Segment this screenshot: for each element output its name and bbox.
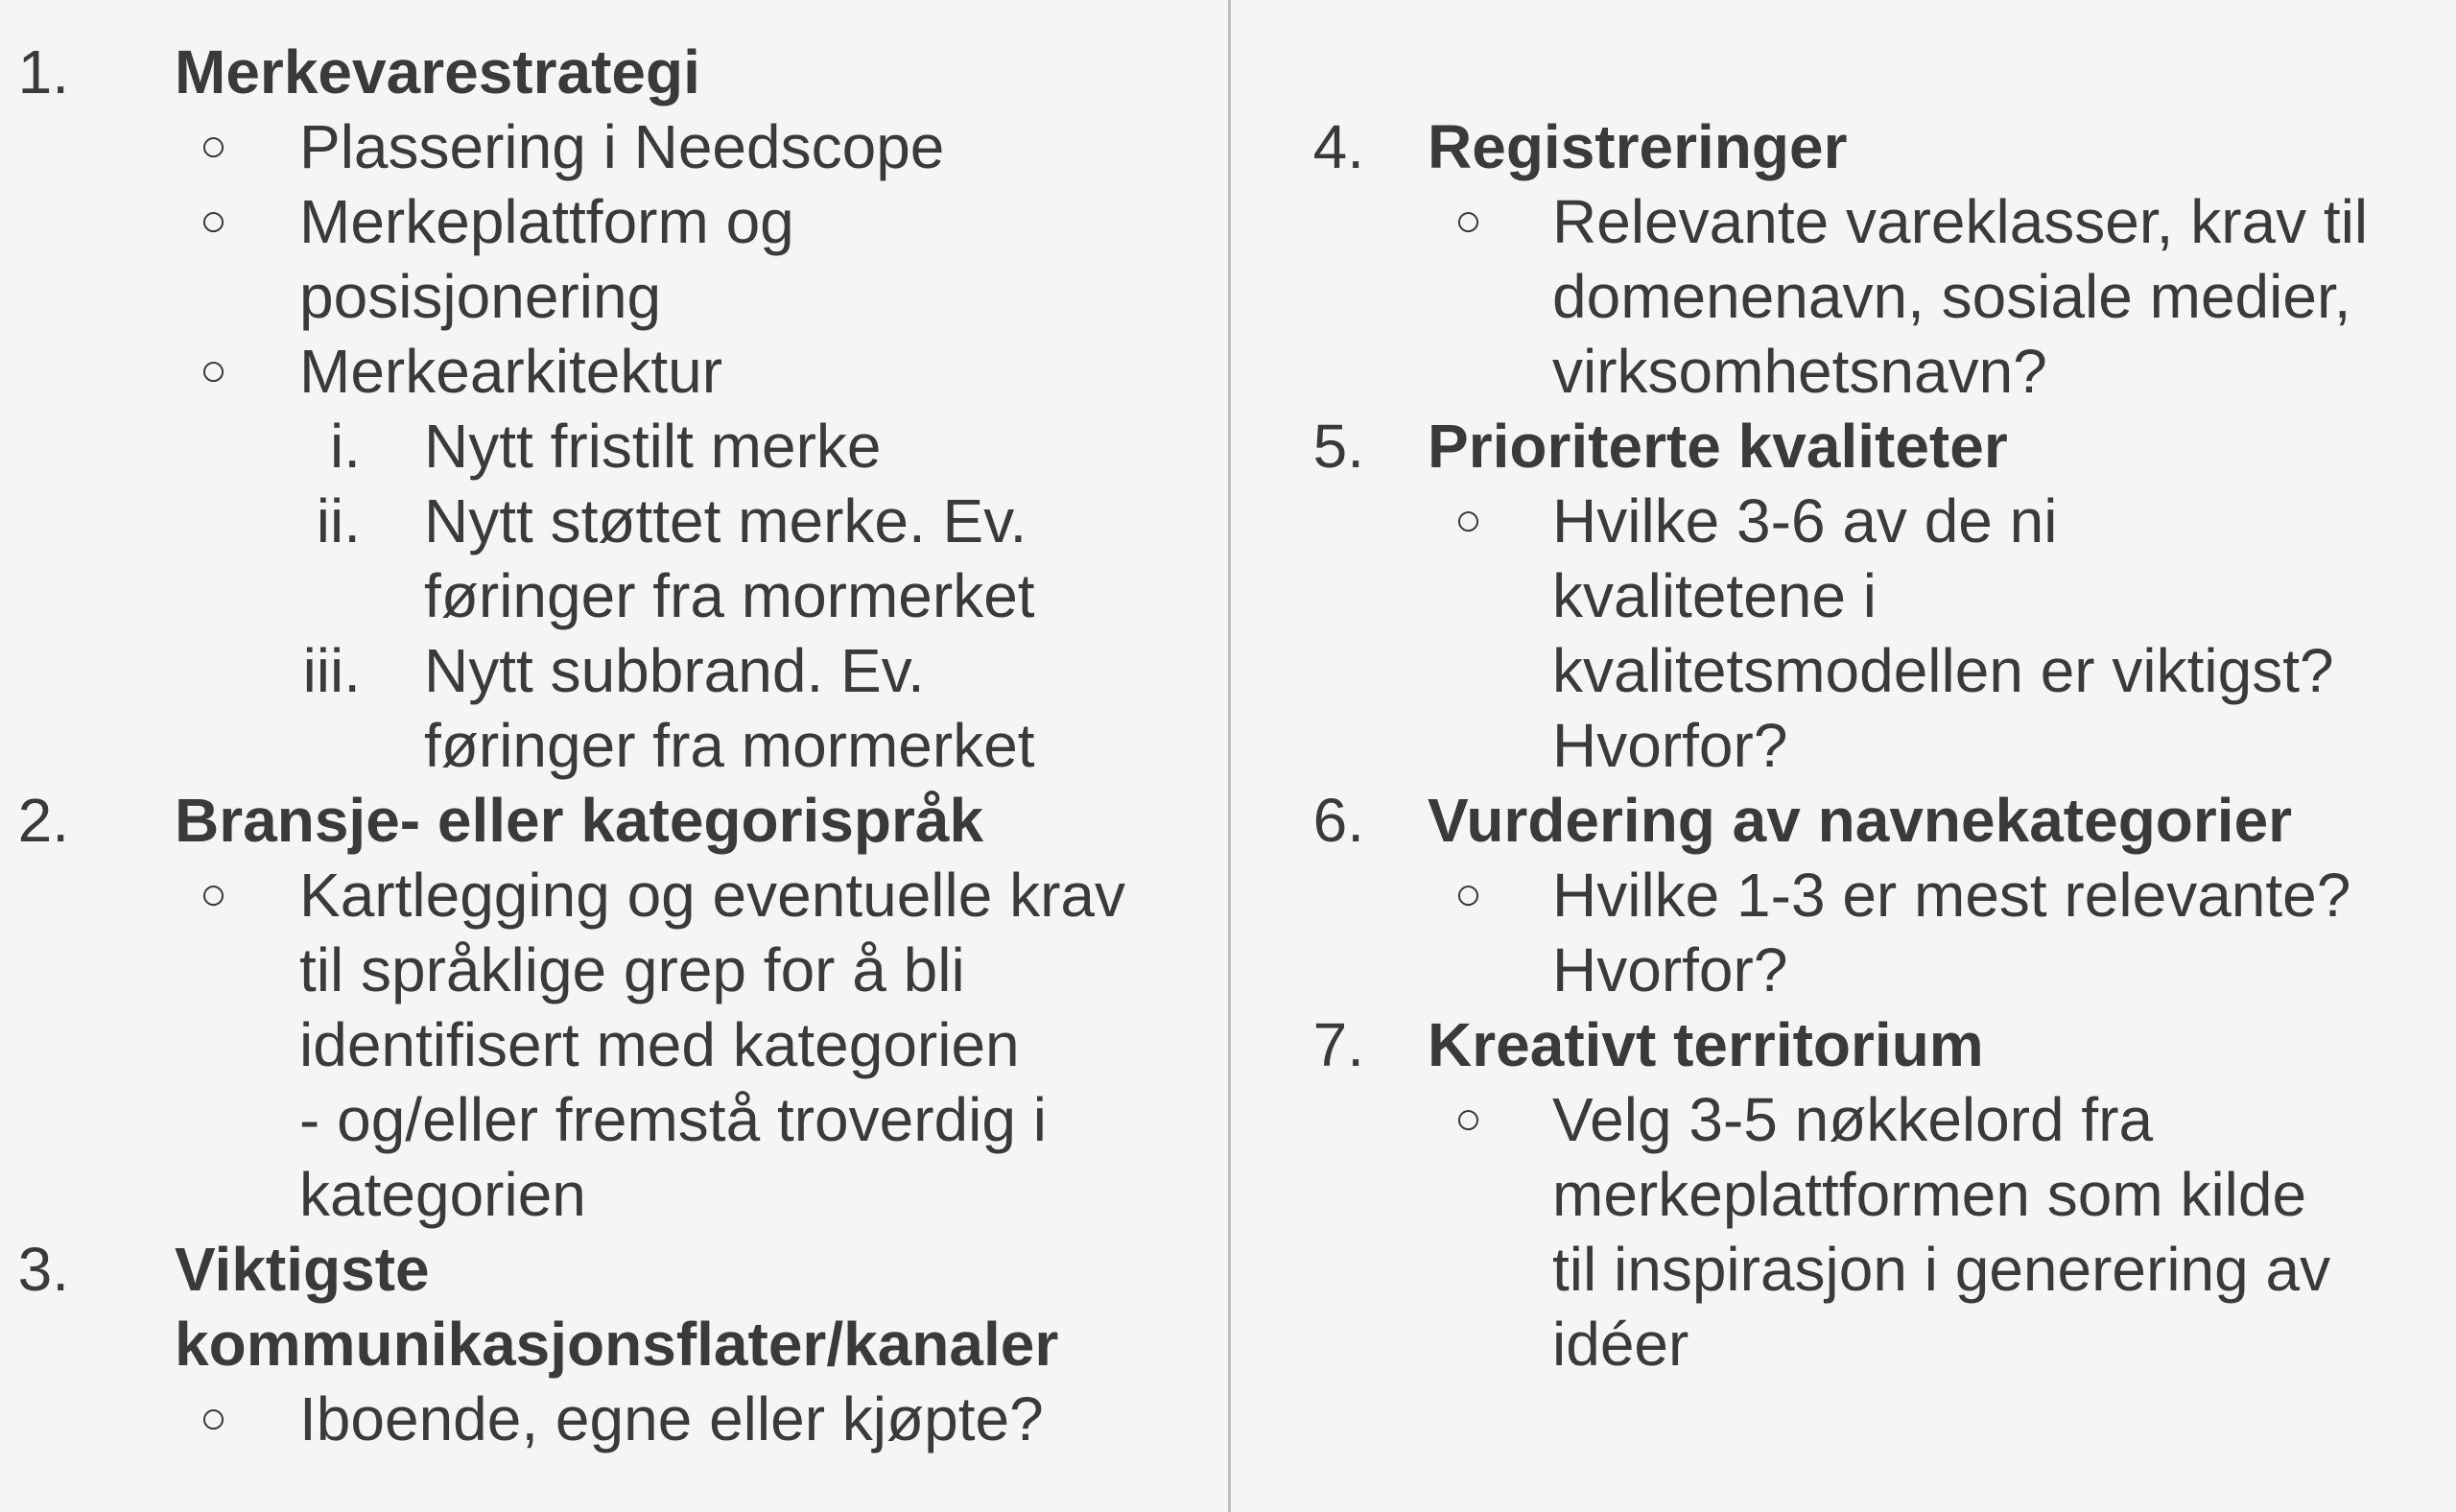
list-number: 4. (1312, 112, 1364, 181)
bullet-marker: ○ (1454, 196, 1482, 247)
bullet-marker: ○ (200, 196, 227, 247)
bullet-text: identifisert med kategorien (299, 1010, 1020, 1079)
column-divider (1228, 0, 1231, 1512)
list-number: 2. (17, 786, 69, 855)
bullet-text: Relevante vareklasser, krav til (1552, 187, 2369, 256)
bullet-text: kategorien (299, 1160, 586, 1229)
bullet-text: posisjonering (299, 262, 662, 331)
bullet-text: Iboende, egne eller kjøpte? (299, 1384, 1044, 1453)
bullet-text: idéer (1552, 1310, 1689, 1379)
bullet-text: til språklige grep for å bli (299, 935, 965, 1004)
bullet-marker: ○ (1454, 495, 1482, 546)
bullet-text: Hvilke 1-3 er mest relevante? (1552, 861, 2351, 930)
subitem-text: Nytt støttet merke. Ev. (424, 486, 1027, 555)
section-title: Kreativt territorium (1428, 1010, 1984, 1079)
list-number: 7. (1312, 1010, 1364, 1079)
bullet-text: - og/eller fremstå troverdig i (299, 1085, 1047, 1154)
section-title: Merkevarestrategi (175, 37, 700, 106)
bullet-marker: ○ (200, 1393, 227, 1444)
bullet-text: Kartlegging og eventuelle krav (299, 861, 1125, 930)
subitem-text: Nytt subbrand. Ev. (424, 636, 925, 705)
roman-numeral: i. (330, 412, 361, 481)
list-number: 1. (17, 37, 69, 106)
section-title: Viktigste (175, 1235, 430, 1304)
bullet-text: til inspirasjon i generering av (1552, 1235, 2331, 1304)
bullet-text: virksomhetsnavn? (1552, 337, 2047, 406)
bullet-text: Hvorfor? (1552, 711, 1788, 780)
bullet-marker: ○ (200, 121, 227, 172)
bullet-marker: ○ (200, 345, 227, 396)
bullet-text: domenenavn, sosiale medier, (1552, 262, 2351, 331)
section-title: Vurdering av navnekategorier (1428, 786, 2293, 855)
bullet-marker: ○ (1454, 869, 1482, 920)
right-column (1232, 0, 2456, 1512)
bullet-marker: ○ (200, 869, 227, 920)
bullet-text: Plassering i Needscope (299, 112, 945, 181)
bullet-text: Hvilke 3-6 av de ni (1552, 486, 2058, 555)
section-title: kommunikasjonsflater/kanaler (175, 1310, 1059, 1379)
list-number: 3. (17, 1235, 69, 1304)
bullet-text: Velg 3-5 nøkkelord fra (1552, 1085, 2154, 1154)
roman-numeral: ii. (316, 486, 361, 555)
bullet-text: kvalitetene i (1552, 561, 1877, 630)
roman-numeral: iii. (302, 636, 361, 705)
subitem-text: føringer fra mormerket (424, 561, 1035, 630)
bullet-text: Merkeplattform og (299, 187, 794, 256)
bullet-marker: ○ (1454, 1094, 1482, 1145)
bullet-text: kvalitetsmodellen er viktigst? (1552, 636, 2334, 705)
list-number: 6. (1312, 786, 1364, 855)
bullet-text: Hvorfor? (1552, 935, 1788, 1004)
subitem-text: føringer fra mormerket (424, 711, 1035, 780)
section-title: Prioriterte kvaliteter (1428, 412, 2008, 481)
bullet-text: merkeplattformen som kilde (1552, 1160, 2307, 1229)
section-title: Bransje- eller kategorispråk (175, 786, 984, 855)
bullet-text: Merkearkitektur (299, 337, 722, 406)
subitem-text: Nytt fristilt merke (424, 412, 882, 481)
section-title: Registreringer (1428, 112, 1848, 181)
list-number: 5. (1312, 412, 1364, 481)
